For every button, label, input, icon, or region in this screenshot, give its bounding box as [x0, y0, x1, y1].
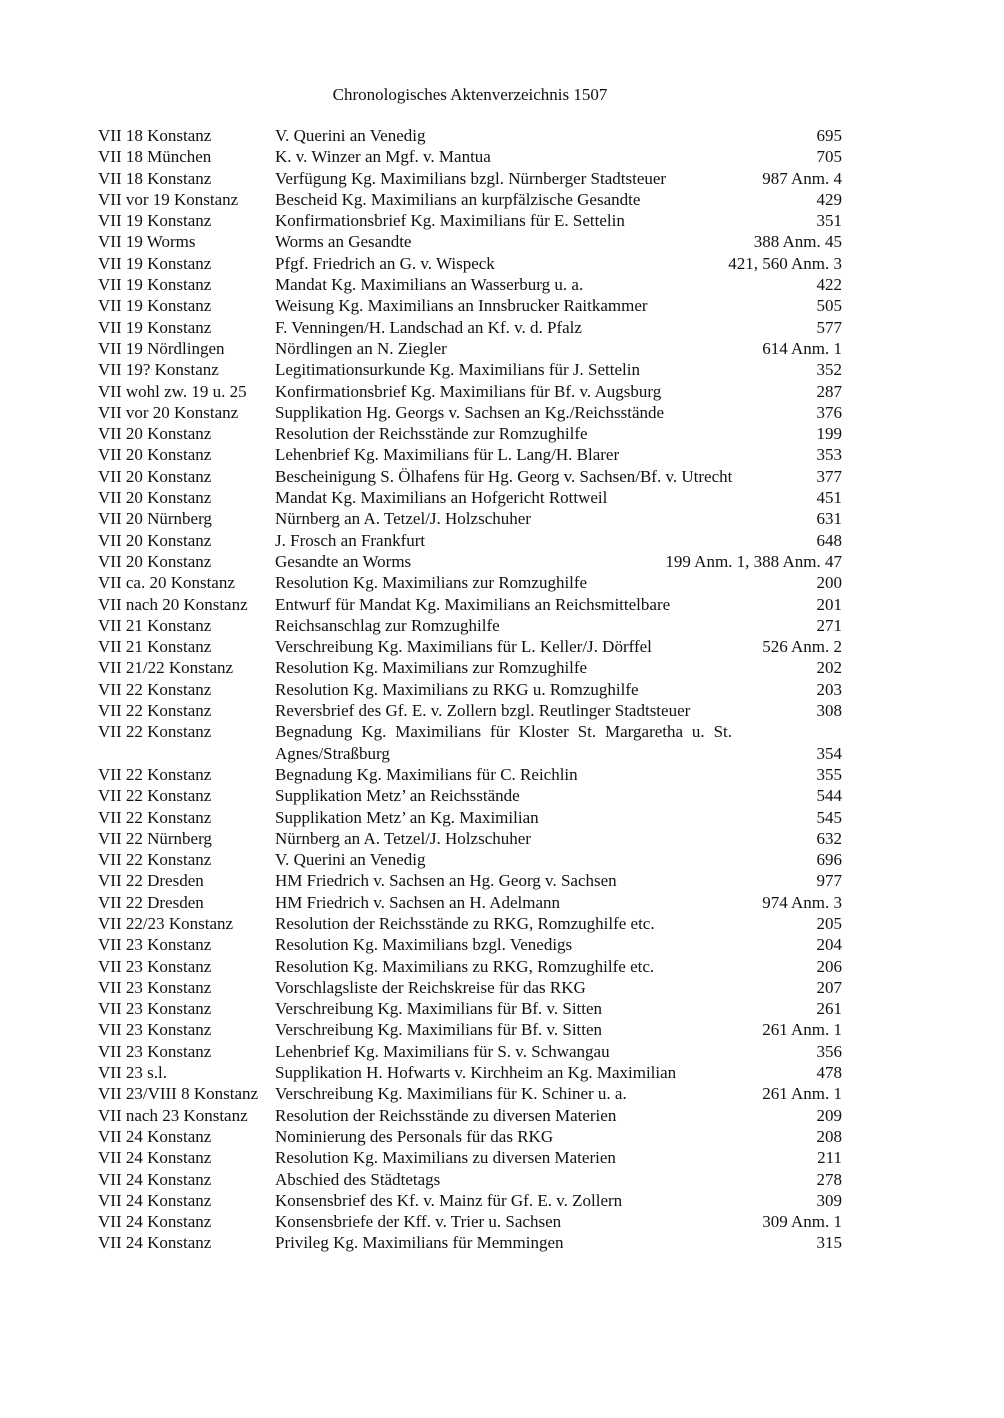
entry-date: VII 18 Konstanz: [98, 126, 212, 145]
entry-reference: 376: [816, 402, 842, 422]
entry-row: [98, 977, 842, 998]
entry-reference: 987 Anm. 4: [762, 168, 842, 188]
entry-reference: 309 Anm. 1: [762, 1212, 842, 1232]
entry-row: [98, 274, 842, 295]
entry-date: VII 23 Konstanz: [98, 977, 212, 997]
entry-reference: 648: [816, 530, 842, 550]
entry-date: VII 20 Konstanz: [98, 424, 212, 444]
entry-date: VII 24 Konstanz: [98, 1169, 212, 1189]
entry-description: Begnadung Kg. Maximilians für Kloster St. Margaretha u. St. Agnes/Straßburg: [275, 722, 732, 763]
entry-row: [98, 231, 842, 252]
entry-reference: 974 Anm. 3: [762, 892, 842, 912]
entry-description: Resolution Kg. Maximilians zu diversen Materien: [275, 1148, 616, 1168]
entry-description: Gesandte an Worms: [275, 551, 412, 571]
entry-date: VII 19 Konstanz: [98, 275, 212, 295]
entry-date: VII 24 Konstanz: [98, 1126, 212, 1146]
entry-row: [98, 998, 842, 1019]
entry-description: V. Querini an Venedig: [275, 850, 426, 870]
entry-description: Resolution Kg. Maximilians bzgl. Venedigs: [275, 935, 573, 955]
entry-row: [98, 146, 842, 167]
entry-date: VII 19? Konstanz: [98, 360, 219, 380]
entry-reference: 545: [816, 807, 842, 827]
entry-reference: 632: [816, 828, 842, 848]
entry-date: VII 22 Konstanz: [98, 850, 212, 870]
entry-row: [98, 1041, 842, 1062]
entry-date: VII 23 Konstanz: [98, 999, 212, 1019]
entry-reference: 208: [816, 1126, 842, 1146]
entry-description: Abschied des Städtetags: [275, 1169, 441, 1189]
entry-reference: 354: [816, 743, 842, 763]
entry-row: [98, 381, 842, 402]
entry-date: VII 20 Konstanz: [98, 530, 212, 550]
entry-date: VII 19 Konstanz: [98, 317, 212, 337]
entry-description: Verfügung Kg. Maximilians bzgl. Nürnberger Stadtsteuer: [275, 168, 667, 188]
entry-row: [98, 125, 842, 146]
entry-date: VII 19 Worms: [98, 232, 196, 252]
entry-reference: 203: [816, 679, 842, 699]
entry-description: Nürnberg an A. Tetzel/J. Holzschuher: [275, 509, 531, 529]
entry-reference: 309: [816, 1190, 842, 1210]
entry-date: VII 23 Konstanz: [98, 935, 212, 955]
entry-description: Verschreibung Kg. Maximilians für Bf. v. Sitten: [275, 1020, 603, 1040]
entry-description: Weisung Kg. Maximilians an Innsbrucker Raitkammer: [275, 296, 648, 316]
entry-row: [98, 700, 842, 721]
entry-row: [98, 679, 842, 700]
entry-description: Pfgf. Friedrich an G. v. Wispeck: [275, 253, 495, 273]
entry-row: [98, 594, 842, 615]
entry-date: VII vor 19 Konstanz: [98, 189, 239, 209]
entry-description: Nominierung des Personals für das RKG: [275, 1126, 554, 1146]
entry-row: [98, 956, 842, 977]
entry-row: [98, 721, 842, 764]
entry-description: Resolution Kg. Maximilians zur Romzughilfe: [275, 573, 588, 593]
entry-row: [98, 1190, 842, 1211]
entry-date: VII 24 Konstanz: [98, 1148, 212, 1168]
entry-reference: 199 Anm. 1, 388 Anm. 47: [665, 551, 842, 571]
entry-reference: 201: [816, 594, 842, 614]
entry-reference: 351: [816, 211, 842, 231]
entry-description: HM Friedrich v. Sachsen an Hg. Georg v. Sachsen: [275, 871, 617, 891]
entry-date: VII 20 Nürnberg: [98, 509, 212, 529]
entry-row: [98, 657, 842, 678]
entry-row: [98, 934, 842, 955]
entry-date: VII vor 20 Konstanz: [98, 402, 239, 422]
entry-date: VII 24 Konstanz: [98, 1212, 212, 1232]
entry-reference: 315: [816, 1233, 842, 1253]
entry-reference: 977: [816, 871, 842, 891]
entry-date: VII 19 Konstanz: [98, 296, 212, 316]
entry-reference: 205: [816, 913, 842, 933]
entry-date: VII 18 München: [98, 147, 212, 167]
entry-date: VII 20 Konstanz: [98, 551, 212, 571]
entry-description: J. Frosch an Frankfurt: [275, 530, 426, 550]
entry-row: [98, 338, 842, 359]
entry-date: VII 20 Konstanz: [98, 445, 212, 465]
entry-date: VII 22 Konstanz: [98, 764, 212, 784]
entry-description: Lehenbrief Kg. Maximilians für S. v. Schwangau: [275, 1041, 610, 1061]
entry-reference: 705: [816, 147, 842, 167]
running-title: Chronologisches Aktenverzeichnis 1507: [332, 85, 608, 104]
entry-description: F. Venningen/H. Landschad an Kf. v. d. Pfalz: [275, 317, 582, 337]
entry-row: [98, 764, 842, 785]
entry-description: Konfirmationsbrief Kg. Maximilians für Bf. v. Augsburg: [275, 381, 662, 401]
entry-description: Reichsanschlag zur Romzughilfe: [275, 615, 500, 635]
entry-row: [98, 807, 842, 828]
entry-date: VII 22 Nürnberg: [98, 828, 212, 848]
entry-reference: 695: [816, 126, 842, 145]
entry-reference: 696: [816, 850, 842, 870]
entry-description: K. v. Winzer an Mgf. v. Mantua: [275, 147, 491, 167]
entry-row: [98, 1126, 842, 1147]
entry-row: [98, 295, 842, 316]
entry-date: VII 22 Konstanz: [98, 701, 212, 721]
entry-reference: 355: [816, 764, 842, 784]
entry-description: Konsensbriefe der Kff. v. Trier u. Sachsen: [275, 1212, 562, 1232]
entry-description: Resolution der Reichsstände zur Romzughilfe: [275, 424, 588, 444]
entry-reference: 271: [816, 615, 842, 635]
entry-date: VII 23 s.l.: [98, 1063, 167, 1083]
entry-date: VII 23/VIII 8 Konstanz: [98, 1084, 259, 1104]
entry-row: [98, 530, 842, 551]
entry-date: VII 21 Konstanz: [98, 637, 212, 657]
entry-description: Verschreibung Kg. Maximilians für K. Schiner u. a.: [275, 1084, 627, 1104]
entry-date: VII 19 Nördlingen: [98, 338, 225, 358]
entry-description: Reversbrief des Gf. E. v. Zollern bzgl. Reutlinger Stadtsteuer: [275, 701, 691, 721]
entry-date: VII ca. 20 Konstanz: [98, 573, 235, 593]
entry-description: Mandat Kg. Maximilians an Wasserburg u. a.: [275, 275, 584, 295]
entry-reference: 505: [816, 296, 842, 316]
entry-date: VII 22 Konstanz: [98, 786, 212, 806]
entry-reference: 261: [816, 999, 842, 1019]
entry-reference: 577: [816, 317, 842, 337]
entry-reference: 526 Anm. 2: [762, 637, 842, 657]
entry-reference: 352: [816, 360, 842, 380]
entry-date: VII nach 20 Konstanz: [98, 594, 248, 614]
entry-row: [98, 1169, 842, 1190]
entry-row: [98, 210, 842, 231]
entry-row: [98, 423, 842, 444]
entry-description: Supplikation Metz’ an Reichsstände: [275, 786, 520, 806]
entry-description: Nürnberg an A. Tetzel/J. Holzschuher: [275, 828, 531, 848]
entry-date: VII 19 Konstanz: [98, 253, 212, 273]
entry-date: VII 21 Konstanz: [98, 615, 212, 635]
entry-row: [98, 402, 842, 423]
entry-description: Privileg Kg. Maximilians für Memmingen: [275, 1233, 564, 1253]
entry-reference: 631: [816, 509, 842, 529]
entry-row: [98, 892, 842, 913]
entry-row: [98, 913, 842, 934]
entry-row: [98, 1147, 842, 1168]
chronological-entry-list: [98, 125, 842, 1254]
entry-reference: 278: [816, 1169, 842, 1189]
entry-date: VII 23 Konstanz: [98, 956, 212, 976]
entry-description: Konfirmationsbrief Kg. Maximilians für E. Settelin: [275, 211, 625, 231]
entry-reference: 261 Anm. 1: [762, 1084, 842, 1104]
entry-reference: 200: [816, 573, 842, 593]
entry-reference: 388 Anm. 45: [753, 232, 842, 252]
entry-row: [98, 1019, 842, 1040]
entry-reference: 451: [816, 488, 842, 508]
entry-description: Worms an Gesandte: [275, 232, 412, 252]
entry-date: VII 20 Konstanz: [98, 488, 212, 508]
entry-reference: 308: [816, 701, 842, 721]
entry-row: [98, 317, 842, 338]
entry-date: VII 22/23 Konstanz: [98, 913, 234, 933]
entry-date: VII 21/22 Konstanz: [98, 658, 234, 678]
entry-reference: 209: [816, 1105, 842, 1125]
entry-row: [98, 359, 842, 380]
entry-date: VII 24 Konstanz: [98, 1233, 212, 1253]
entry-reference: 204: [816, 935, 842, 955]
entry-row: [98, 508, 842, 529]
entry-row: [98, 466, 842, 487]
entry-description: Nördlingen an N. Ziegler: [275, 338, 447, 358]
entry-row: [98, 1211, 842, 1232]
entry-description: Resolution Kg. Maximilians zur Romzughilfe: [275, 658, 588, 678]
entry-description: Vorschlagsliste der Reichskreise für das RKG: [275, 977, 586, 997]
entry-row: [98, 1232, 842, 1253]
entry-date: VII 18 Konstanz: [98, 168, 212, 188]
entry-description: Supplikation Hg. Georgs v. Sachsen an Kg./Reichsstände: [275, 402, 665, 422]
entry-date: VII 22 Konstanz: [98, 722, 212, 742]
entry-row: [98, 253, 842, 274]
entry-description: Resolution der Reichsstände zu diversen Materien: [275, 1105, 617, 1125]
entry-reference: 211: [817, 1148, 842, 1168]
entry-row: [98, 551, 842, 572]
entry-row: [98, 870, 842, 891]
entry-reference: 206: [816, 956, 842, 976]
entry-description: Konsensbrief des Kf. v. Mainz für Gf. E. v. Zollern: [275, 1190, 623, 1210]
entry-reference: 614 Anm. 1: [762, 338, 842, 358]
entry-reference: 422: [816, 275, 842, 295]
entry-description: Begnadung Kg. Maximilians für C. Reichlin: [275, 764, 578, 784]
entry-date: VII 22 Konstanz: [98, 807, 212, 827]
entry-reference: 207: [816, 977, 842, 997]
entry-date: VII 22 Dresden: [98, 892, 204, 912]
entry-reference: 377: [816, 466, 842, 486]
entry-reference: 261 Anm. 1: [762, 1020, 842, 1040]
entry-description: Resolution Kg. Maximilians zu RKG, Romzughilfe etc.: [275, 956, 655, 976]
entry-row: [98, 168, 842, 189]
entry-description: Legitimationsurkunde Kg. Maximilians für J. Settelin: [275, 360, 640, 380]
entry-row: [98, 1062, 842, 1083]
entry-reference: 353: [816, 445, 842, 465]
entry-description: Supplikation H. Hofwarts v. Kirchheim an Kg. Maximilian: [275, 1063, 677, 1083]
entry-reference: 202: [816, 658, 842, 678]
entry-description: Verschreibung Kg. Maximilians für L. Keller/J. Dörffel: [275, 637, 652, 657]
entry-row: [98, 636, 842, 657]
entry-row: [98, 849, 842, 870]
entry-reference: 287: [816, 381, 842, 401]
entry-description: V. Querini an Venedig: [275, 126, 426, 145]
entry-description: Bescheid Kg. Maximilians an kurpfälzische Gesandte: [275, 189, 641, 209]
entry-row: [98, 444, 842, 465]
entry-row: [98, 572, 842, 593]
entry-date: VII 23 Konstanz: [98, 1020, 212, 1040]
entry-row: [98, 828, 842, 849]
entry-description: Supplikation Metz’ an Kg. Maximilian: [275, 807, 539, 827]
entry-description: Resolution Kg. Maximilians zu RKG u. Romzughilfe: [275, 679, 639, 699]
entry-reference: 429: [816, 189, 842, 209]
entry-row: [98, 1083, 842, 1104]
entry-date: VII 20 Konstanz: [98, 466, 212, 486]
entry-date: VII 22 Konstanz: [98, 679, 212, 699]
entry-description: Mandat Kg. Maximilians an Hofgericht Rottweil: [275, 488, 608, 508]
entry-description: Lehenbrief Kg. Maximilians für L. Lang/H. Blarer: [275, 445, 620, 465]
entry-date: VII 22 Dresden: [98, 871, 204, 891]
entry-reference: 356: [816, 1041, 842, 1061]
entry-row: [98, 615, 842, 636]
entry-row: [98, 785, 842, 806]
entry-row: [98, 189, 842, 210]
entry-reference: 421, 560 Anm. 3: [728, 253, 842, 273]
entry-reference: 199: [816, 424, 842, 444]
entry-description: Resolution der Reichsstände zu RKG, Romzughilfe etc.: [275, 913, 655, 933]
entry-description: Verschreibung Kg. Maximilians für Bf. v. Sitten: [275, 999, 603, 1019]
entry-date: VII wohl zw. 19 u. 25: [98, 381, 247, 401]
entry-date: VII 19 Konstanz: [98, 211, 212, 231]
entry-row: [98, 487, 842, 508]
entry-row: [98, 1105, 842, 1126]
entry-description: Entwurf für Mandat Kg. Maximilians an Reichsmittelbare: [275, 594, 671, 614]
entry-description: Bescheinigung S. Ölhafens für Hg. Georg v. Sachsen/Bf. v. Utrecht: [275, 466, 733, 486]
entry-date: VII 23 Konstanz: [98, 1041, 212, 1061]
entry-reference: 478: [816, 1063, 842, 1083]
entry-description: HM Friedrich v. Sachsen an H. Adelmann: [275, 892, 561, 912]
page-header: [0, 84, 940, 106]
entry-reference: 544: [816, 786, 842, 806]
entry-date: VII nach 23 Konstanz: [98, 1105, 248, 1125]
entry-date: VII 24 Konstanz: [98, 1190, 212, 1210]
